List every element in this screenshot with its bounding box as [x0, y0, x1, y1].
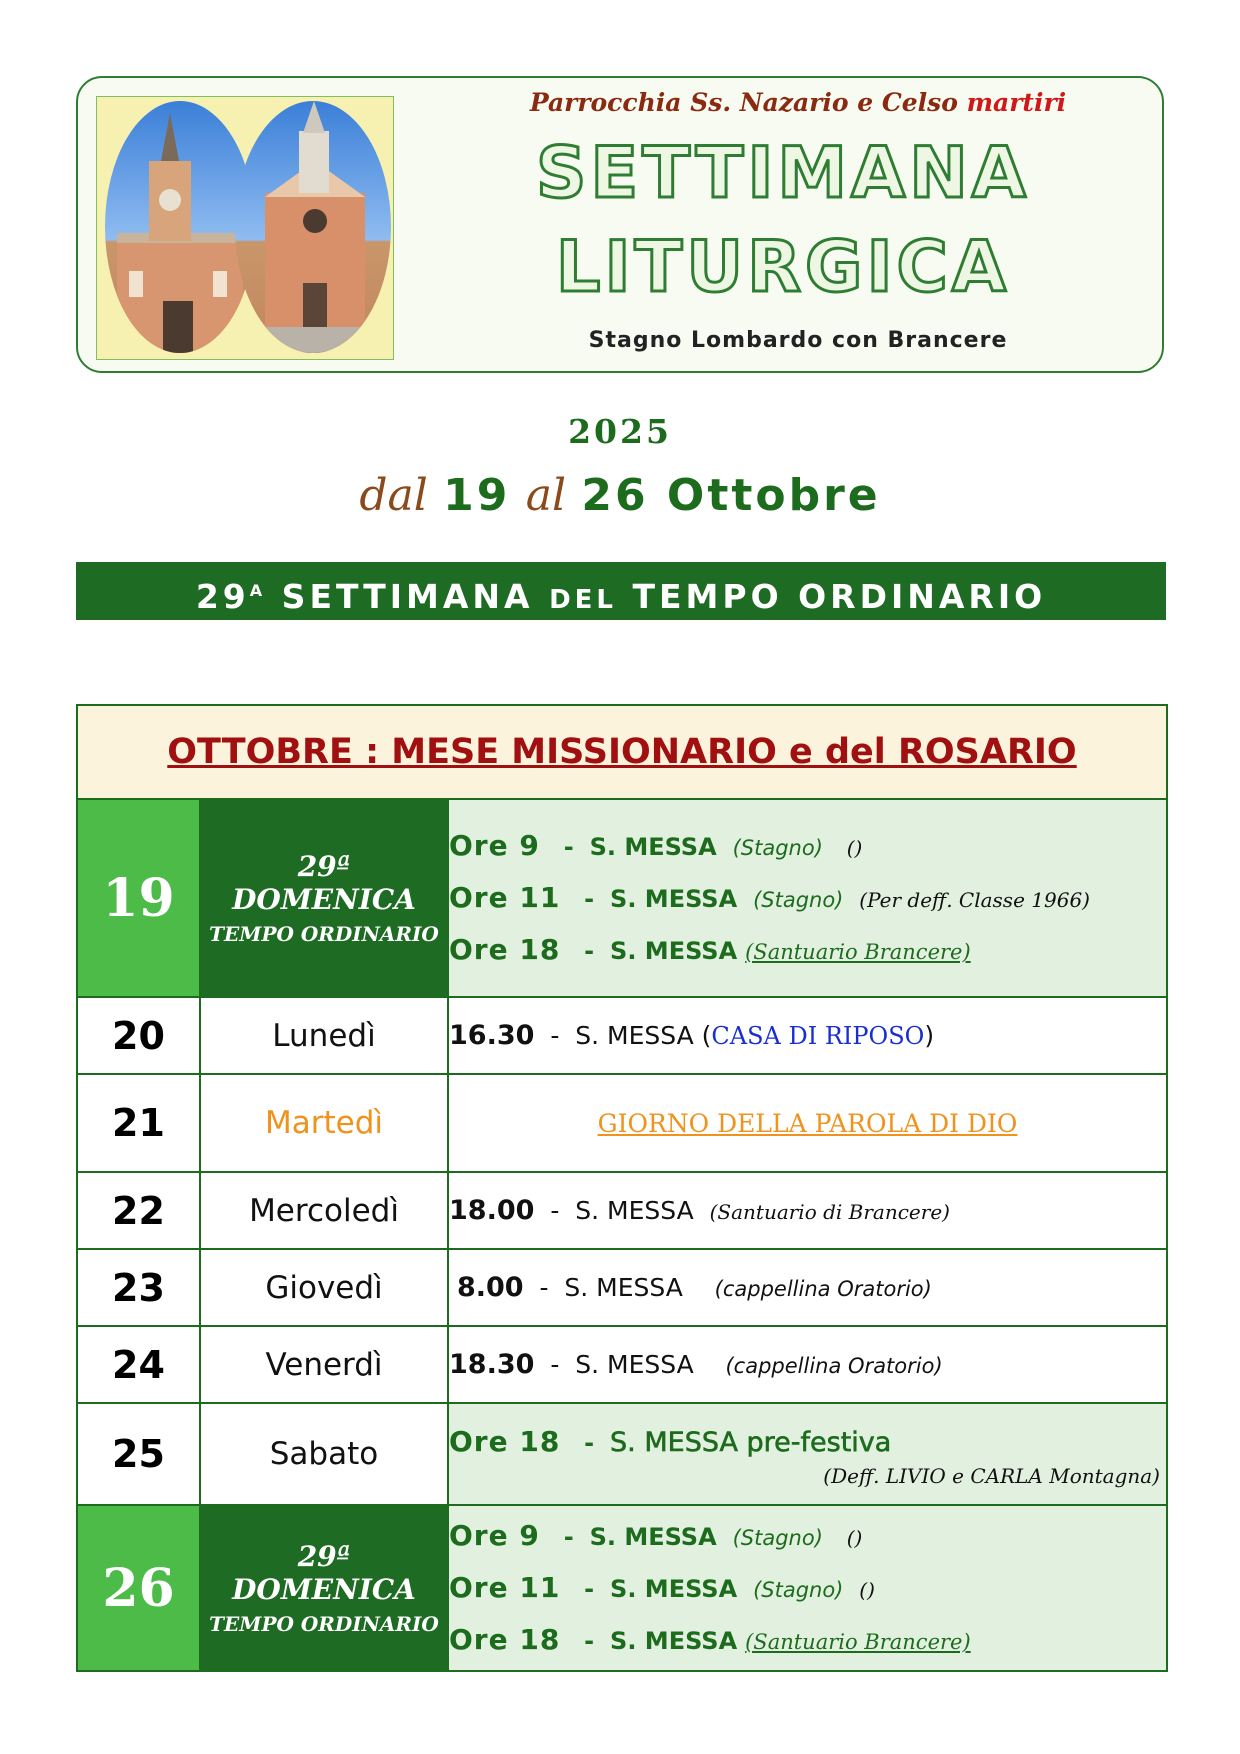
church-photo-left [105, 101, 255, 353]
sunday-line1: 29ª DOMENICA [232, 850, 416, 916]
mass-time: 8.00 [456, 1272, 524, 1303]
mass-time: Ore 11 [449, 881, 561, 914]
mass-time: Ore 9 [449, 1519, 540, 1552]
sunday-label [200, 799, 448, 997]
mass-line [449, 1420, 1166, 1464]
mass-label: S. MESSA pre-festiva [610, 1427, 892, 1458]
mass-line [449, 1562, 1166, 1614]
day-event [448, 1403, 1167, 1505]
row-thursday [77, 1249, 1167, 1326]
day-name: Sabato [200, 1403, 448, 1505]
town-name: Stagno Lombardo con Brancere [588, 328, 1008, 353]
day-event [448, 1172, 1167, 1249]
mass-label: S. MESSA [589, 1523, 717, 1551]
row-monday [77, 997, 1167, 1074]
sunday-line1: 29ª DOMENICA [232, 1540, 416, 1606]
mass-place: (Santuario Brancere) [745, 1630, 971, 1654]
schedule-title-row [77, 705, 1167, 799]
schedule-title-text: OTTOBRE : MESE MISSIONARIO e del ROSARIO [167, 732, 1077, 772]
day-number: 25 [77, 1403, 200, 1505]
parish-name [448, 88, 1148, 117]
mass-time: Ore 11 [449, 1571, 561, 1604]
mass-label: S. MESSA [575, 1350, 694, 1379]
row-sunday-19 [77, 799, 1167, 997]
schedule-title [77, 705, 1167, 799]
paren-close: ) [924, 1021, 935, 1050]
mass-time: Ore 9 [449, 829, 540, 862]
mass-intention: () [846, 836, 863, 860]
mass-label: S. MESSA [610, 1627, 738, 1655]
range-from: 19 [443, 470, 511, 521]
mass-place: (Stagno) [753, 1578, 844, 1602]
mass-line [449, 1510, 1166, 1562]
date-range [0, 470, 1240, 521]
row-friday [77, 1326, 1167, 1403]
day-event [448, 1249, 1167, 1326]
mass-intention: () [859, 1578, 875, 1602]
band-sup: A [249, 581, 267, 600]
day-name: Mercoledì [200, 1172, 448, 1249]
mass-label: S. MESSA [575, 1021, 694, 1050]
mass-time: 18.00 [449, 1195, 535, 1226]
dash: - [584, 1429, 595, 1457]
range-to-word: al [525, 470, 567, 521]
dash: - [584, 885, 595, 913]
mass-time: 16.30 [449, 1020, 535, 1051]
day-event [448, 1074, 1167, 1172]
dash: - [563, 1523, 574, 1551]
mass-label: S. MESSA [610, 885, 738, 913]
mass-label: S. MESSA [610, 1575, 738, 1603]
day-name: Venerdì [200, 1326, 448, 1403]
year: 2025 [568, 412, 672, 451]
mass-time: 18.30 [449, 1349, 535, 1380]
paren-open: ( [701, 1021, 712, 1050]
mass-intention: (Deff. LIVIO e CARLA Montagna) [823, 1464, 1160, 1488]
mass-place: (Stagno) [732, 836, 823, 860]
row-sunday-26 [77, 1505, 1167, 1671]
mass-intention: () [846, 1526, 863, 1550]
dash: - [584, 1627, 595, 1655]
dash: - [550, 1350, 560, 1379]
day-name: Lunedì [200, 997, 448, 1074]
parish-suffix: martiri [966, 88, 1067, 117]
row-saturday [77, 1403, 1167, 1505]
band-number: 29 [195, 577, 250, 616]
mass-place: (Stagno) [732, 1526, 823, 1550]
band-word3: TEMPO ORDINARIO [632, 577, 1047, 616]
dash: - [584, 1575, 595, 1603]
range-to: 26 Ottobre [581, 470, 881, 521]
mass-label: S. MESSA [564, 1273, 683, 1302]
header-box [76, 76, 1164, 373]
dash: - [584, 937, 595, 965]
special-day: GIORNO DELLA PAROLA DI DIO [597, 1108, 1018, 1138]
day-event [448, 997, 1167, 1074]
dash: - [539, 1273, 549, 1302]
title-line1: SETTIMANA [536, 132, 1030, 214]
dash: - [550, 1196, 560, 1225]
church-photo-right [235, 101, 391, 353]
day-number: 24 [77, 1326, 200, 1403]
band-word1: SETTIMANA [281, 577, 534, 616]
dash: - [550, 1021, 560, 1050]
day-number: 21 [77, 1074, 200, 1172]
mass-label: S. MESSA [610, 937, 738, 965]
band-word2: DEL [549, 585, 617, 615]
day-number: 26 [77, 1505, 200, 1671]
church-photos [96, 96, 394, 360]
sunday-label [200, 1505, 448, 1671]
mass-line [449, 924, 1166, 976]
mass-line [449, 872, 1166, 924]
mass-line [449, 820, 1166, 872]
range-from-word: dal [359, 470, 428, 521]
mass-place: (Stagno) [753, 888, 844, 912]
schedule-table [76, 704, 1168, 1672]
day-number: 20 [77, 997, 200, 1074]
parish-prefix: Parrocchia Ss. Nazario e Celso [529, 88, 958, 117]
mass-label: S. MESSA [589, 833, 717, 861]
row-tuesday [77, 1074, 1167, 1172]
mass-line [449, 1614, 1166, 1666]
day-name: Martedì [200, 1074, 448, 1172]
mass-place: (Santuario di Brancere) [709, 1200, 950, 1224]
sunday-masses [448, 799, 1167, 997]
dash: - [563, 833, 574, 861]
title-line2: LITURGICA [555, 226, 1011, 308]
mass-place: CASA DI RIPOSO [711, 1022, 925, 1050]
mass-place: (Santuario Brancere) [745, 940, 971, 964]
mass-label: S. MESSA [575, 1196, 694, 1225]
mass-intention: (Per deff. Classe 1966) [859, 888, 1090, 912]
week-band [76, 562, 1166, 620]
sunday-line2: TEMPO ORDINARIO [209, 1612, 439, 1636]
mass-place: (cappellina Oratorio) [725, 1354, 943, 1378]
mass-time: Ore 18 [449, 933, 561, 966]
sunday-line2: TEMPO ORDINARIO [209, 922, 439, 946]
sunday-masses [448, 1505, 1167, 1671]
mass-time: Ore 18 [449, 1425, 561, 1458]
row-wednesday [77, 1172, 1167, 1249]
day-number: 19 [77, 799, 200, 997]
day-number: 22 [77, 1172, 200, 1249]
day-event [448, 1326, 1167, 1403]
day-name: Giovedì [200, 1249, 448, 1326]
day-number: 23 [77, 1249, 200, 1326]
mass-time: Ore 18 [449, 1623, 561, 1656]
mass-place: (cappellina Oratorio) [714, 1277, 932, 1301]
